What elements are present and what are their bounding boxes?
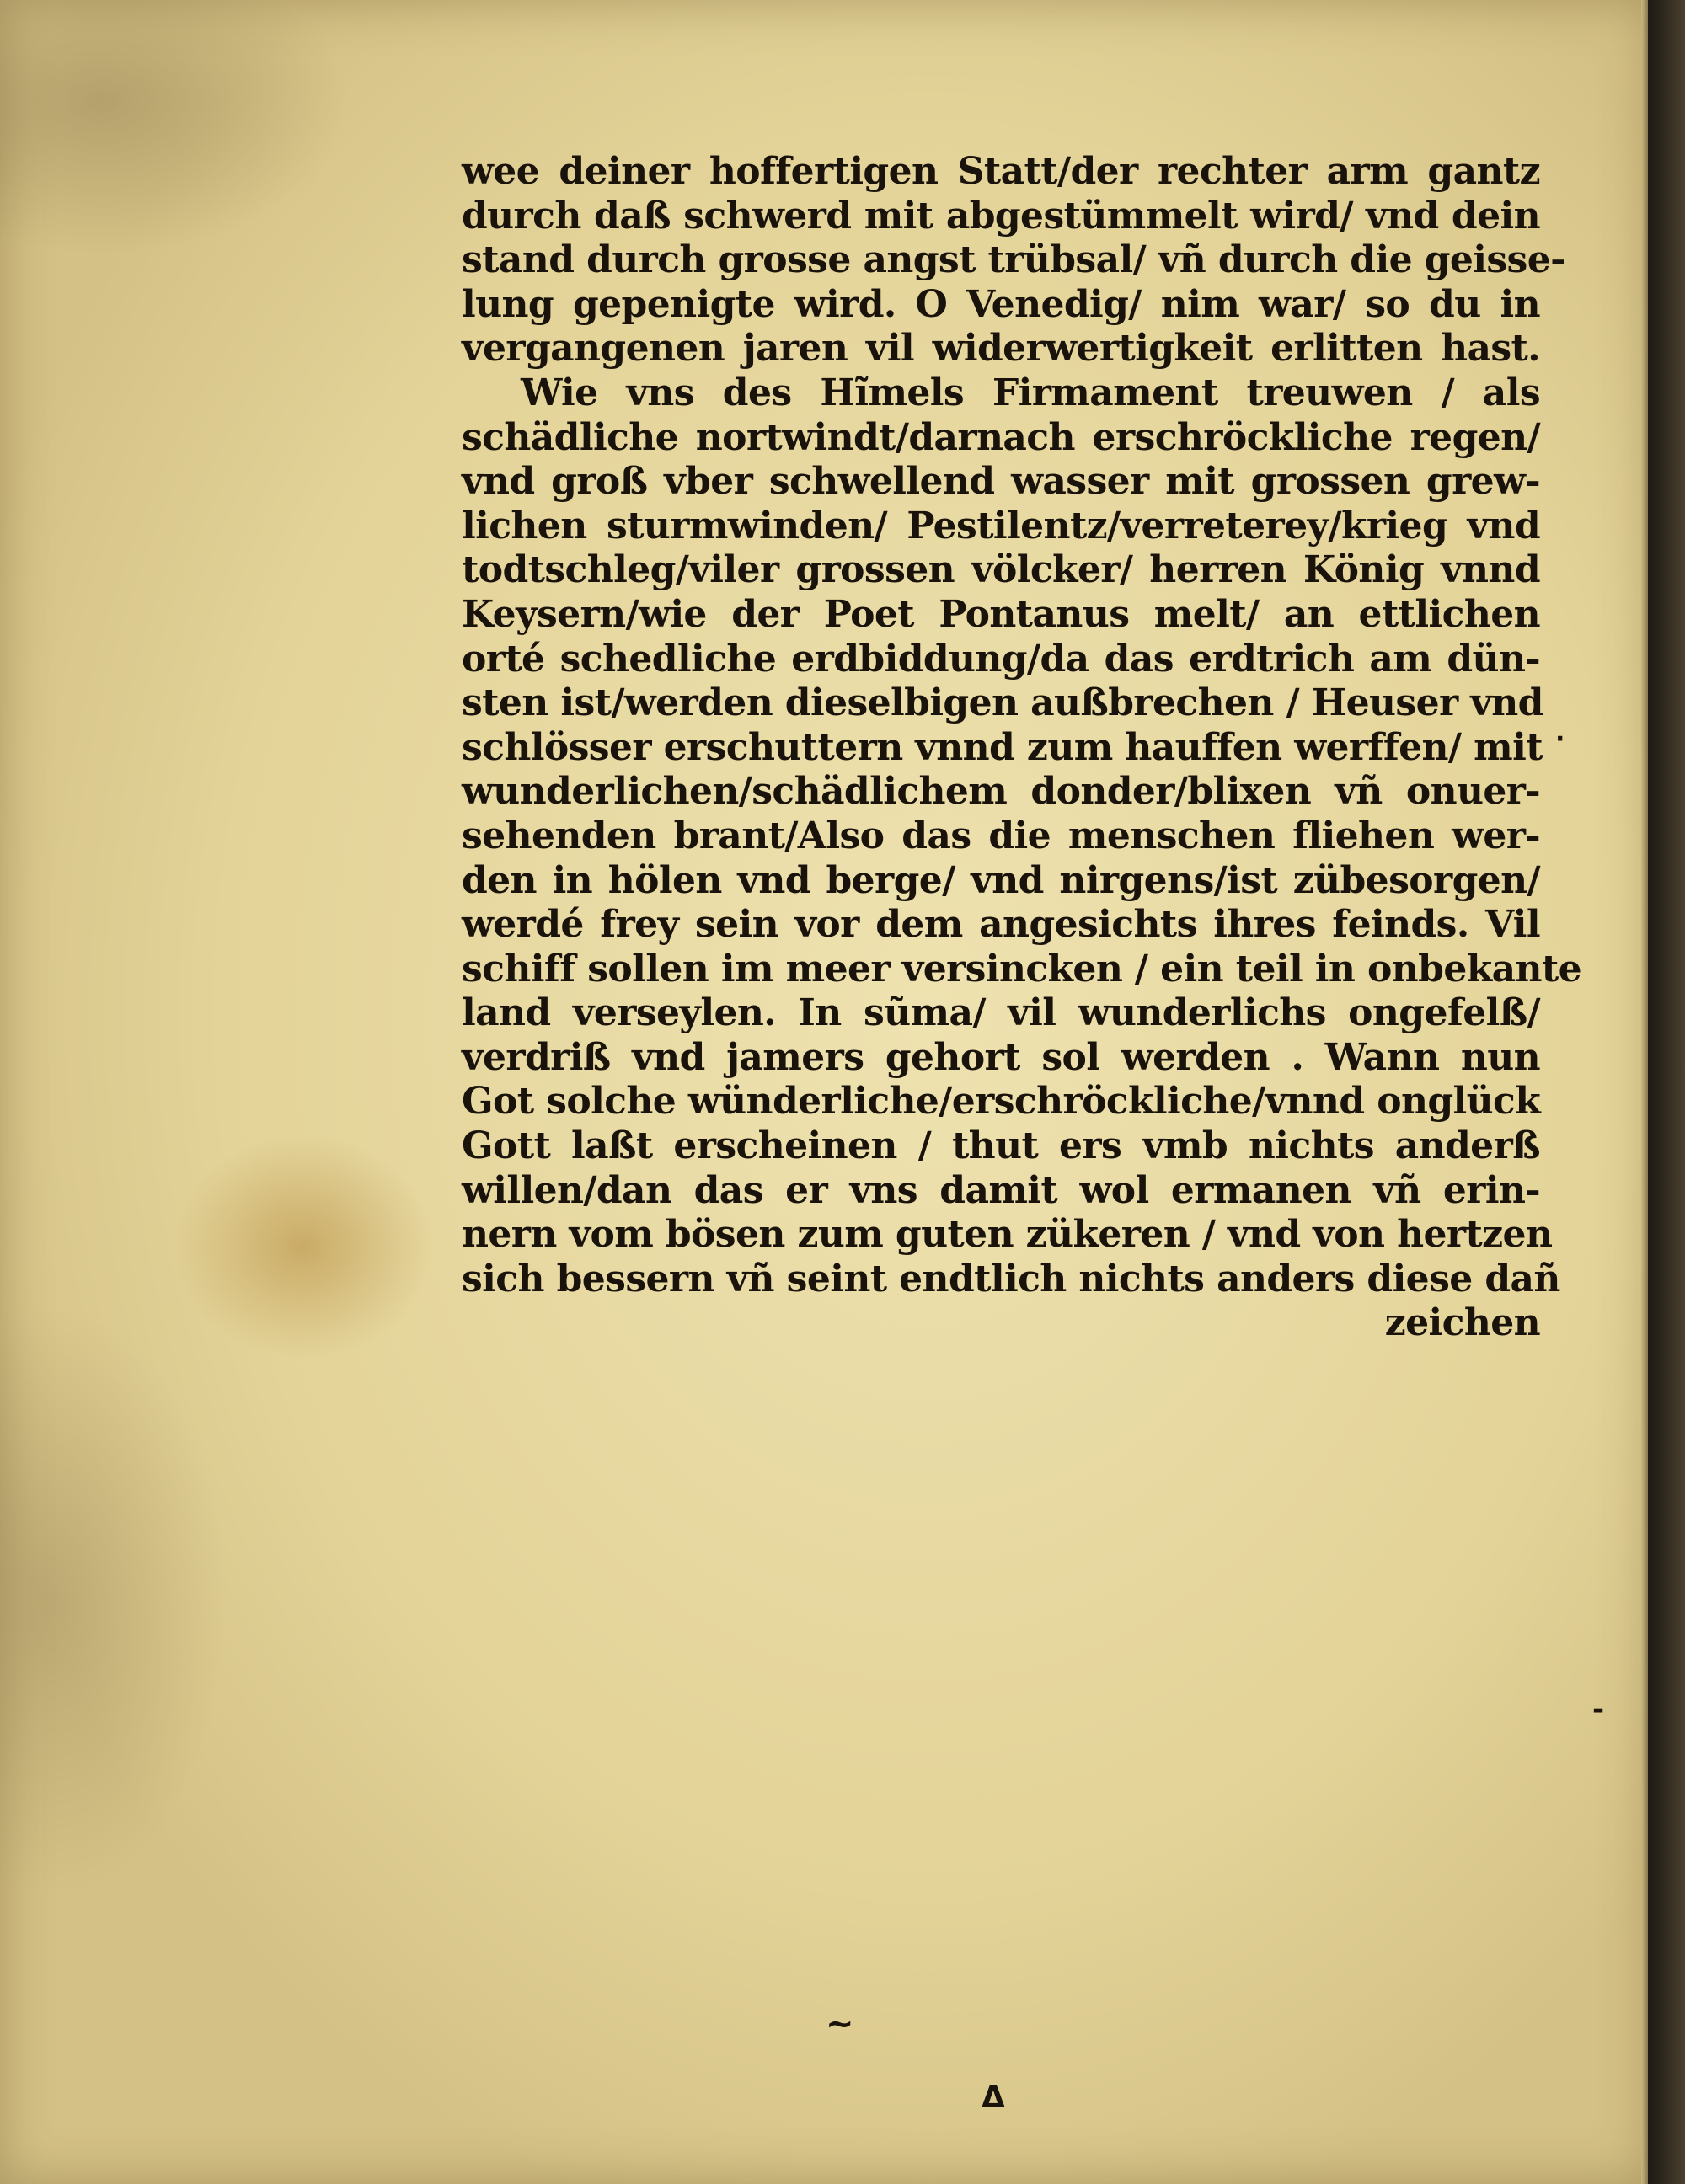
text-line: orté schedliche erdbiddung/da das erdtrich am dün-: [462, 637, 1540, 681]
text-line: land verseylen. In sũma/ vil wunderlichs ongefelß/: [462, 991, 1540, 1035]
text-line: vergangenen jaren vil widerwertigkeit erlitten hast.: [462, 327, 1540, 371]
text-line: Wie vns des Hĩmels Firmament treuwen / als: [521, 371, 1540, 414]
text-block: [462, 150, 1582, 1346]
text-line: Keysern/wie der Poet Pontanus melt/ an ettlichen: [462, 592, 1540, 636]
text-line: schiff sollen im meer versincken / ein teil in onbekante: [462, 947, 1582, 991]
text-line: stand durch grosse angst trübsal/ vñ durch die geisse-: [462, 238, 1565, 282]
text-line: vnd groß vber schwellend wasser mit grossen grew-: [462, 460, 1540, 504]
text-line: Got solche wünderliche/erschröckliche/vnnd onglück: [462, 1080, 1541, 1124]
text-line: willen/dan das er vns damit wol ermanen vñ erin-: [462, 1168, 1540, 1212]
text-line: todtschleg/viler grossen völcker/ herren König vnnd: [462, 548, 1540, 592]
printers-ornament: ~: [826, 2005, 854, 2043]
text-line: wee deiner hoffertigen Statt/der rechter arm gantz: [462, 150, 1540, 193]
text-line: werdé frey sein vor dem angesichts ihres feinds. Vil: [462, 903, 1540, 947]
page-edge: [1641, 0, 1648, 2184]
text-line: verdriß vnd jamers gehort sol werden . Wann nun: [462, 1035, 1540, 1079]
text-line: sehenden brant/Also das die menschen fliehen wer-: [462, 814, 1540, 857]
margin-dot: ·: [1555, 724, 1565, 754]
text-line: wunderlichen/schädlichem donder/blixen vñ onuer-: [462, 770, 1540, 814]
text-line: schlösser erschuttern vnnd zum hauffen werffen/ mit: [462, 725, 1543, 769]
text-line: den in hölen vnd berge/ vnd nirgens/ist zübesorgen/: [462, 858, 1540, 902]
book-binding: [1648, 0, 1685, 2184]
text-line: Gott laßt erscheinen / thut ers vmb nichts anderß: [462, 1124, 1540, 1168]
text-line: lichen sturmwinden/ Pestilentz/verreterey/krieg vnd: [462, 504, 1540, 547]
text-line: sten ist/werden dieselbigen außbrechen / Heuser vnd: [462, 681, 1543, 725]
text-line: nern vom bösen zum guten zükeren / vnd von hertzen: [462, 1213, 1553, 1257]
text-line: durch daß schwerd mit abgestümmelt wird/ vnd dein: [462, 194, 1540, 238]
text-line: sich bessern vñ seint endtlich nichts anders diese dañ: [462, 1257, 1560, 1300]
signature-mark: ᐃ: [982, 2080, 1005, 2115]
text-line: lung gepenigte wird. O Venedig/ nim war/ so du in: [462, 282, 1540, 326]
catchword: zeichen: [1384, 1301, 1540, 1345]
text-line: schädliche nortwindt/darnach erschröckliche regen/: [462, 415, 1540, 459]
margin-dash: -: [1592, 1693, 1605, 1727]
